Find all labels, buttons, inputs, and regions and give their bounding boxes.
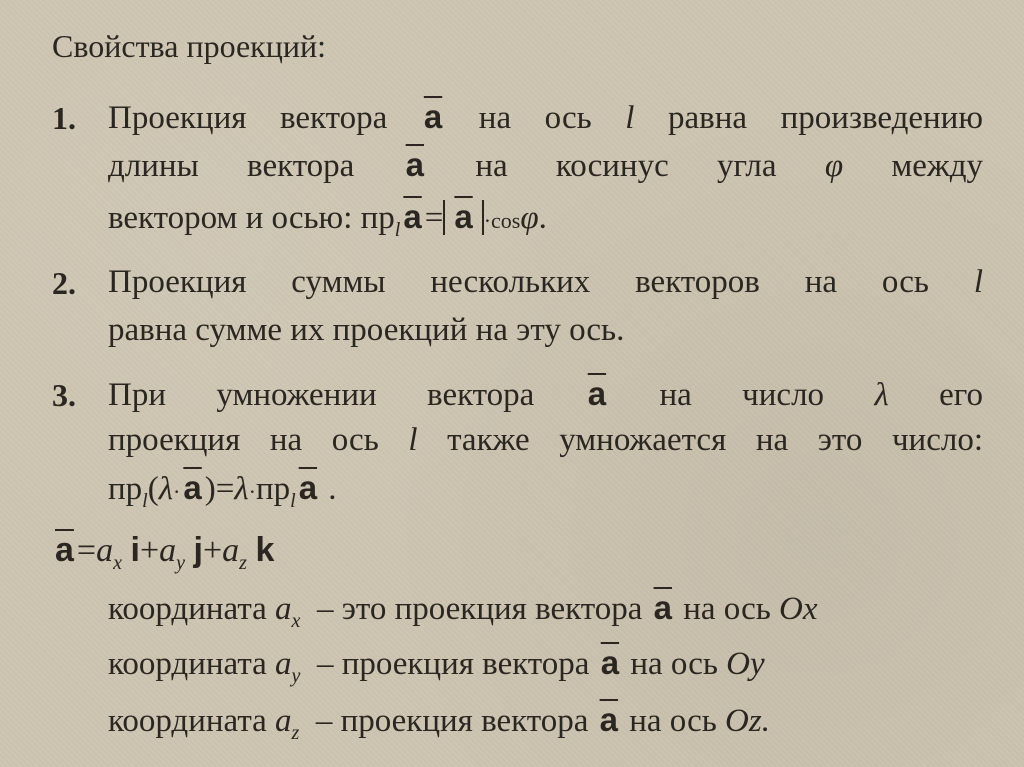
text: на ось: [629, 703, 717, 739]
axis-oy: Oy: [726, 646, 765, 682]
unit-k: k: [255, 531, 275, 569]
cos: cos: [491, 208, 521, 233]
sub-y: y: [176, 552, 186, 574]
item-1-line-3: вектором и осью: $пр_l\overline{a}= \overline{a} \cdot\cos\varphi$.: [108, 198, 547, 241]
sub-x: x: [291, 610, 301, 632]
text: также умножается на это число:: [447, 422, 984, 458]
subscript-l: l: [290, 490, 296, 512]
text: равна произведению: [668, 100, 983, 136]
coordinate-z-line: [108, 700, 770, 753]
sub-z: z: [291, 722, 300, 744]
slide-title: Свойства проекций:: [52, 28, 326, 64]
vector-a: $\overline{a}$: [403, 198, 422, 235]
item-2-line-1: [108, 255, 983, 309]
text: координата: [108, 646, 267, 682]
text: длины вектора: [108, 148, 355, 184]
lambda: λ: [158, 471, 174, 507]
dot: ·: [248, 479, 256, 504]
text: вектором и осью: пр: [108, 200, 395, 236]
text: на ось: [478, 100, 592, 136]
axis-l: l: [625, 100, 635, 136]
item-1-line-2: [108, 138, 983, 193]
dot: ·: [483, 208, 492, 233]
lambda: λ: [874, 377, 889, 413]
sub-y: y: [291, 665, 301, 687]
decomposition-formula: $\overline{a}=a_x$ $i+a_y$ $j+a_z$ k: [52, 530, 274, 583]
text: пр: [108, 471, 143, 507]
text: на число: [659, 377, 825, 413]
vector-a: $\overline{a}$: [454, 198, 473, 235]
item-2-line-2: [108, 303, 983, 357]
vector-a: $\overline{a}$: [298, 469, 318, 506]
vector-a: $\overline{a}$: [183, 469, 202, 506]
text: Проекция суммы нескольких векторов на ось: [108, 264, 929, 300]
coef-a: a: [96, 532, 114, 569]
sub-x: x: [113, 552, 122, 574]
coef-a: a: [159, 532, 177, 569]
subscript-l: l: [142, 490, 148, 512]
axis-ox: Ox: [779, 591, 818, 627]
coordinate-x-line: [108, 588, 818, 641]
item-3-line-2: [108, 413, 983, 467]
vector-a: $\overline{a}$: [405, 146, 424, 183]
text: проекция на ось: [108, 422, 379, 458]
text: на ось: [630, 646, 718, 682]
vector-a: $\overline{a}$: [55, 531, 74, 569]
unit-j: j: [193, 531, 203, 569]
text: координата: [108, 591, 267, 627]
angle-phi: φ: [520, 200, 539, 236]
item-1-line-1: [108, 90, 983, 145]
lambda: λ: [234, 471, 249, 507]
coef-a: a: [275, 646, 292, 682]
text: на ось: [683, 591, 771, 627]
text: – проекция вектора: [316, 646, 590, 682]
axis-l: l: [408, 422, 418, 458]
vector-a: $\overline{a}$: [600, 644, 620, 681]
text: – проекция вектора: [315, 703, 589, 739]
coef-a: a: [275, 591, 292, 627]
text: координата: [108, 703, 267, 739]
text: Проекция вектора: [108, 100, 388, 136]
text: на косинус угла: [475, 148, 777, 184]
dot: ·: [173, 479, 181, 504]
text: – это проекция вектора: [316, 591, 643, 627]
angle-phi: φ: [824, 148, 844, 184]
sub-z: z: [239, 552, 247, 574]
item-2-number: 2.: [52, 265, 76, 301]
vector-a: $\overline{a}$: [423, 98, 443, 135]
vector-a: $\overline{a}$: [587, 375, 607, 412]
vector-a: $\overline{a}$: [599, 701, 618, 738]
subscript-l: l: [394, 219, 401, 241]
text: между: [891, 148, 984, 184]
text: равна сумме их проекций на эту ось.: [108, 312, 625, 348]
axis-l: l: [973, 264, 984, 300]
text: его: [939, 377, 983, 413]
period: .: [538, 200, 547, 236]
item-1-number: 1.: [52, 100, 76, 136]
unit-i: i: [130, 531, 140, 569]
item-3-line-3: $пр_l(\lambda\cdot\overline{a})=\lambda\cdot пр_l\overline{a}$ .: [108, 469, 337, 512]
text: пр: [255, 471, 291, 507]
axis-oz: Oz.: [725, 703, 770, 739]
item-3-number: 3.: [52, 377, 76, 413]
text: При умножении вектора: [108, 377, 535, 413]
vector-a: $\overline{a}$: [653, 589, 672, 626]
abs-value: [443, 200, 483, 235]
coef-a: a: [222, 532, 240, 569]
coordinate-y-line: [108, 643, 765, 696]
coef-a: a: [275, 703, 292, 739]
